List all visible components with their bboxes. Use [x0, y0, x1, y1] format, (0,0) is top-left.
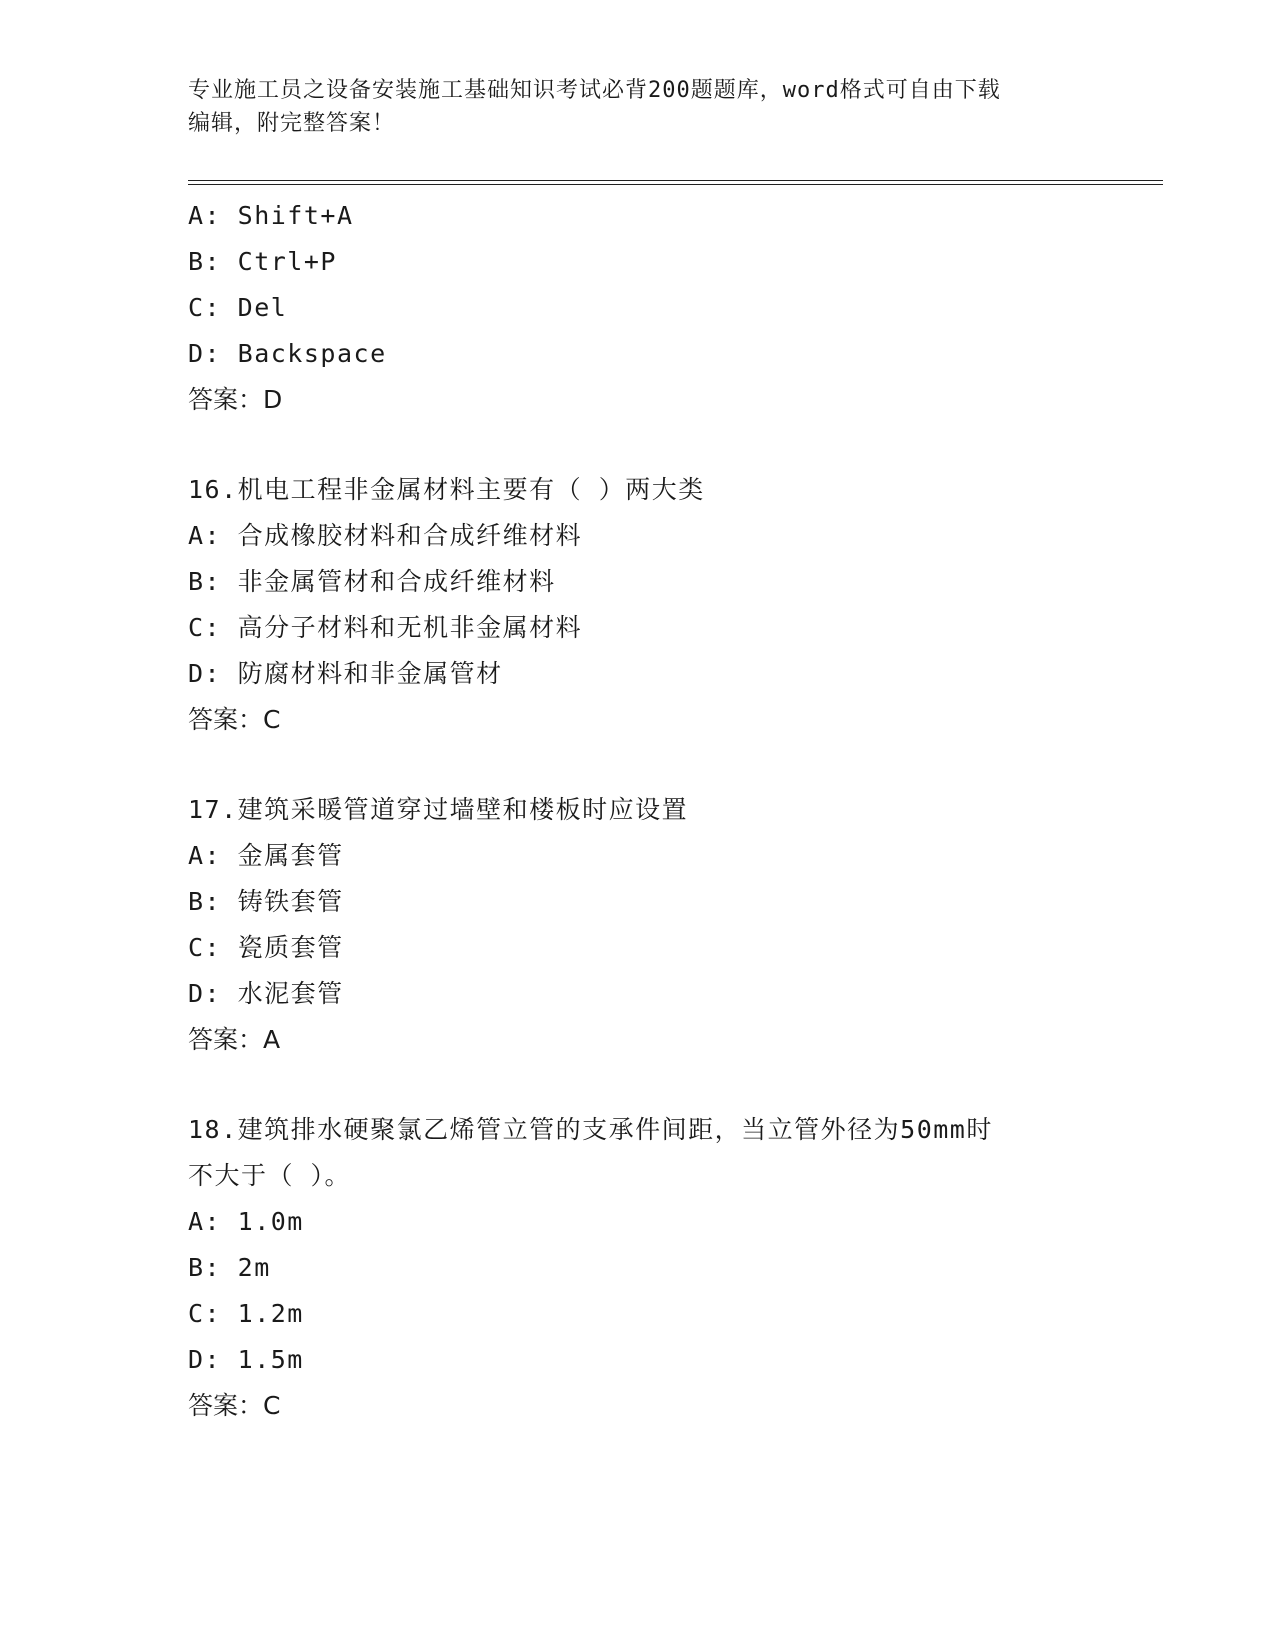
question-18: [188, 1107, 1148, 1429]
option-a: A: 合成橡胶材料和合成纤维材料: [188, 521, 583, 550]
question-list: [188, 193, 1148, 1429]
option-c: C: Del: [188, 293, 288, 322]
option-b: B: 2m: [188, 1253, 271, 1282]
question-text-line-2: 不大于（ ）。: [188, 1161, 352, 1190]
spacer: [188, 1063, 1148, 1107]
option-a: A: 1.0m: [188, 1207, 304, 1236]
header-divider-bottom: [188, 184, 1163, 185]
option-a: A: 金属套管: [188, 841, 344, 870]
option-d: D: 防腐材料和非金属管材: [188, 659, 503, 688]
option-b: B: Ctrl+P: [188, 247, 337, 276]
question-17: [188, 787, 1148, 1063]
option-d: D: 水泥套管: [188, 979, 344, 1008]
option-c: C: 1.2m: [188, 1299, 304, 1328]
option-d: D: 1.5m: [188, 1345, 304, 1374]
document-header: [188, 74, 1088, 140]
header-title-line-1: 专业施工员之设备安装施工基础知识考试必背200题题库，word格式可自由下载: [188, 78, 1001, 103]
option-c: C: 瓷质套管: [188, 933, 344, 962]
answer: 答案：C: [188, 1391, 281, 1420]
spacer: [188, 743, 1148, 787]
spacer: [188, 423, 1148, 467]
question-text: 16.机电工程非金属材料主要有（ ）两大类: [188, 475, 705, 504]
option-b: B: 铸铁套管: [188, 887, 344, 916]
answer: 答案：A: [188, 1025, 281, 1054]
header-title-line-2: 编辑，附完整答案！: [188, 111, 396, 136]
option-a: A: Shift+A: [188, 201, 354, 230]
option-c: C: 高分子材料和无机非金属材料: [188, 613, 583, 642]
question-15: [188, 193, 1148, 423]
answer: 答案：C: [188, 705, 281, 734]
question-text: 17.建筑采暖管道穿过墙壁和楼板时应设置: [188, 795, 689, 824]
answer: 答案：D: [188, 385, 283, 414]
question-text-line-1: 18.建筑排水硬聚氯乙烯管立管的支承件间距，当立管外径为50mm时: [188, 1115, 993, 1144]
option-d: D: Backspace: [188, 339, 387, 368]
header-divider-top: [188, 180, 1163, 181]
question-16: [188, 467, 1148, 743]
option-b: B: 非金属管材和合成纤维材料: [188, 567, 556, 596]
